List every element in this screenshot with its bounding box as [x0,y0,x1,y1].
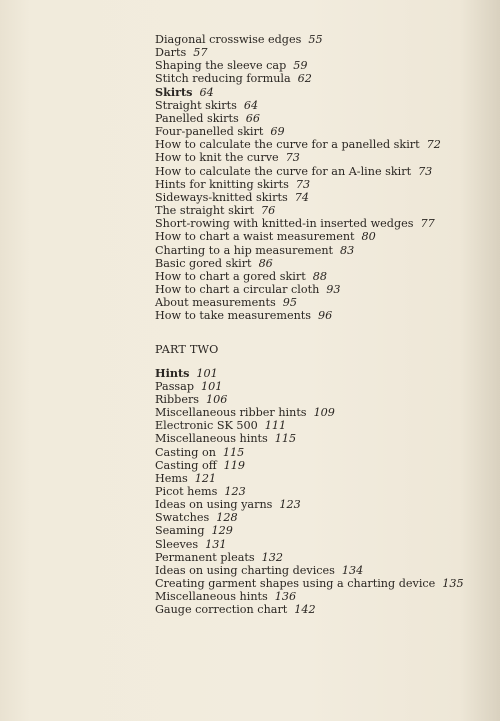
table-of-contents [155,33,495,617]
toc-entry-title: Miscellaneous hints [155,432,268,446]
toc-page-number: 59 [293,59,308,73]
toc-page-number: 66 [245,111,260,125]
toc-entry [155,432,495,445]
toc-entry [155,72,495,85]
toc-entry-title: Charting to a hip measurement [155,243,334,257]
toc-entry-title: Four-panelled skirt [155,125,264,139]
toc-entry [155,230,495,243]
toc-entry [155,244,495,257]
toc-entry-title: Sleeves [155,537,199,551]
toc-entry-title: Ideas on using charting devices [155,563,335,577]
toc-page-number: 136 [274,590,297,604]
toc-entry [155,367,495,380]
toc-page-number: 77 [420,217,435,231]
toc-entry-title: How to knit the curve [155,151,279,165]
toc-page-number: 142 [294,603,316,617]
toc-entry [155,603,495,616]
toc-entry-title: Basic gored skirt [155,256,252,270]
toc-entry [155,309,495,322]
section-gap [155,322,495,343]
toc-entry [155,86,495,99]
toc-page-number: 93 [326,282,341,296]
toc-entry-title: Miscellaneous ribber hints [155,406,307,420]
toc-page-number: 129 [211,524,233,538]
toc-entry-title: Hems [155,471,188,485]
toc-page-number: 111 [264,419,287,433]
toc-entry [155,191,495,204]
toc-entry [155,46,495,59]
toc-entry-title: Creating garment shapes using a charting device [155,577,436,591]
toc-page-number: 73 [295,177,311,191]
toc-page-number: 131 [205,537,227,551]
toc-entry [155,446,495,459]
toc-entry [155,112,495,125]
toc-page-number: 123 [224,485,246,498]
toc-entry-title: The straight skirt [155,204,255,218]
toc-entry-title: Darts [155,46,187,60]
toc-entry-title: Gauge correction chart [155,603,288,617]
toc-entry-title: Shaping the sleeve cap [155,59,287,73]
toc-entry [155,204,495,217]
toc-page-number: 109 [313,406,335,420]
toc-entry [155,393,495,406]
toc-entry [155,538,495,551]
toc-entry [155,151,495,164]
toc-entry [155,125,495,138]
contents-list-part-two [155,367,495,617]
toc-entry [155,217,495,230]
toc-page-number: 74 [294,190,309,204]
toc-page-number: 80 [361,230,376,244]
toc-entry-title: Sideways-knitted skirts [155,190,288,204]
toc-page-number: 123 [279,498,301,512]
toc-page-number: 86 [258,256,273,270]
toc-entry [155,270,495,283]
toc-page-number: 121 [194,471,217,485]
toc-entry [155,99,495,112]
part-heading: PART TWO [155,343,219,357]
toc-page-number: 62 [297,72,312,86]
toc-page-number: 106 [206,392,228,406]
toc-entry-title: How to chart a waist measurement [155,230,355,244]
toc-entry-title: Diagonal crosswise edges [155,33,302,46]
toc-entry [155,524,495,537]
toc-entry [155,138,495,151]
toc-entry [155,406,495,419]
toc-page-number: 128 [216,511,238,525]
toc-entry-title: Short-rowing with knitted-in inserted wedges [155,217,414,231]
toc-entry-title: Hints for knitting skirts [155,177,289,191]
toc-entry [155,498,495,511]
toc-entry-title: How to chart a gored skirt [155,269,306,283]
toc-page-number: 96 [318,309,333,323]
toc-entry-title: Stitch reducing formula [155,72,291,86]
toc-entry [155,283,495,296]
toc-page-number: 101 [201,379,223,393]
toc-entry-title: Straight skirts [155,98,237,112]
toc-entry [155,380,495,393]
toc-page-number: 134 [341,563,364,577]
toc-page-number: 73 [285,151,300,165]
toc-entry-title: Panelled skirts [155,111,239,125]
toc-entry-title: About measurements [155,296,276,310]
toc-entry-title: How to chart a circular cloth [155,282,320,296]
toc-entry-title: Casting off [155,458,217,472]
toc-entry [155,511,495,524]
toc-entry [155,165,495,178]
toc-entry-title: Electronic SK 500 [155,419,258,433]
toc-page-number: 57 [193,46,208,60]
toc-entry-title: How to calculate the curve for an A-line skirt [155,164,412,178]
toc-entry [155,33,495,46]
toc-page-number: 132 [261,550,283,564]
toc-entry [155,472,495,485]
toc-page-number: 135 [442,577,464,591]
toc-entry [155,59,495,72]
toc-entry [155,296,495,309]
toc-page-number: 119 [223,458,246,472]
toc-section-title: Skirts [155,84,193,99]
toc-entry-title: Permanent pleats [155,550,255,564]
toc-entry-title: Ideas on using yarns [155,498,273,512]
section-gap [155,357,495,367]
toc-page-number: 69 [270,125,285,139]
toc-entry-title: Miscellaneous hints [155,590,268,604]
toc-entry [155,419,495,432]
toc-page-number: 72 [426,138,441,152]
toc-page-number: 64 [243,98,259,112]
toc-entry [155,459,495,472]
toc-page-number: 95 [282,296,297,310]
toc-section-title: Hints [155,365,190,380]
toc-entry-title: Casting on [155,445,216,459]
toc-entry-title: How to calculate the curve for a panelled skirt [155,138,420,152]
toc-page-number: 76 [261,204,276,218]
toc-page-number: 101 [196,366,218,380]
toc-entry [155,551,495,564]
toc-page-number: 88 [312,269,327,283]
toc-entry [155,577,495,590]
toc-entry-title: Seaming [155,524,205,538]
toc-entry-title: Passap [155,379,195,393]
toc-page-number: 64 [199,85,214,99]
toc-page-number: 115 [222,445,245,459]
toc-entry [155,257,495,270]
toc-page-number: 83 [340,243,355,257]
toc-page-number: 115 [274,432,297,446]
toc-entry [155,590,495,603]
toc-entry [155,178,495,191]
toc-entry-title: Ribbers [155,392,200,406]
toc-entry [155,485,495,498]
contents-list-part-one [155,33,495,322]
toc-entry-title: How to take measurements [155,309,312,323]
toc-entry-title: Swatches [155,511,210,525]
toc-entry-title: Picot hems [155,485,218,498]
toc-page-number: 55 [308,33,323,46]
toc-page-number: 73 [418,164,433,178]
toc-entry [155,564,495,577]
